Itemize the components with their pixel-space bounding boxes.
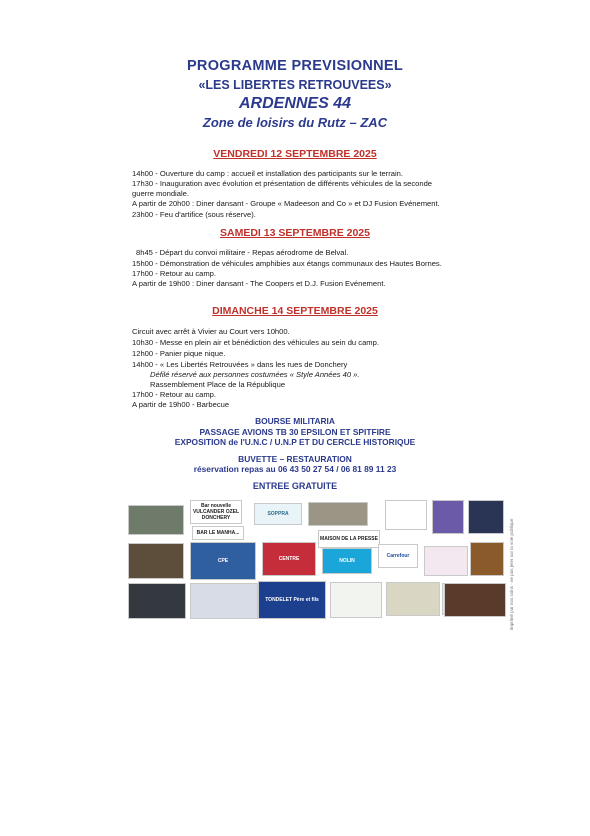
sponsor-logo xyxy=(128,505,184,535)
event-line: Circuit avec arrêt à Vivier au Court vers 10h00. xyxy=(132,327,290,336)
info-planes: PASSAGE AVIONS TB 30 EPSILON ET SPITFIRE xyxy=(199,427,391,437)
event-line: 12h00 - Panier pique nique. xyxy=(132,349,226,358)
sponsor-logo xyxy=(432,500,464,534)
sponsor-logo xyxy=(385,500,427,530)
info-exhibition: EXPOSITION de l'U.N.C / U.N.P ET DU CERCLE HISTORIQUE xyxy=(174,437,416,447)
sponsor-logo xyxy=(308,502,368,526)
sponsor-logo: CPE xyxy=(190,542,256,580)
event-line: A partir de 19h00 : Diner dansant - The Coopers et D.J. Fusion Evénement. xyxy=(132,279,386,288)
event-line: 17h00 - Retour au camp. xyxy=(132,269,217,278)
sponsor-logo xyxy=(470,542,504,576)
sponsor-logo xyxy=(330,582,382,618)
side-note: imprimé par nos soins - ne pas jeter sur la voie publique xyxy=(509,518,514,630)
event-line: 8h45 - Départ du convoi militaire - Repas aérodrome de Belval. xyxy=(136,248,349,257)
sponsor-logo: TONDELET Père et fils xyxy=(258,581,326,619)
free-entry: ENTREE GRATUITE xyxy=(252,481,338,491)
event-line: 14h00 - Ouverture du camp : accueil et installation des participants sur le terrain. xyxy=(132,169,403,178)
day-heading-friday: VENDREDI 12 SEPTEMBRE 2025 xyxy=(213,148,377,160)
event-line: guerre mondiale. xyxy=(132,189,189,198)
sponsor-logo xyxy=(128,583,186,619)
sponsor-logo xyxy=(424,546,468,576)
event-line: 14h00 - « Les Libertés Retrouvées » dans les rues de Donchery xyxy=(132,360,348,369)
sponsor-logo xyxy=(128,543,184,579)
event-line: 15h00 - Démonstration de véhicules amphibies aux étangs communaux des Hautes Bornes. xyxy=(132,259,442,268)
event-line: A partir de 20h00 : Diner dansant - Groupe « Madeeson and Co » et DJ Fusion Evénement. xyxy=(132,199,440,208)
event-line: Rassemblement Place de la République xyxy=(150,380,286,389)
sponsor-logo xyxy=(190,583,258,619)
event-subtitle: «LES LIBERTES RETROUVEES» xyxy=(198,78,392,92)
day-heading-saturday: SAMEDI 13 SEPTEMBRE 2025 xyxy=(220,227,370,239)
program-title: PROGRAMME PREVISIONNEL xyxy=(186,58,404,74)
event-name: ARDENNES 44 xyxy=(238,95,352,112)
info-bar: BUVETTE – RESTAURATION xyxy=(238,454,352,464)
sponsor-logo: CENTRE xyxy=(262,542,316,576)
info-militaria: BOURSE MILITARIA xyxy=(255,416,335,426)
event-line: Défilé réservé aux personnes costumées « Style Années 40 ». xyxy=(150,370,360,379)
sponsor-logo: SOPPRA xyxy=(254,503,302,525)
day-heading-sunday: DIMANCHE 14 SEPTEMBRE 2025 xyxy=(212,305,378,317)
sponsor-logo: NOLIN xyxy=(322,548,372,574)
sponsor-logo: Carrefour xyxy=(378,544,418,568)
event-line: A partir de 19h00 - Barbecue xyxy=(132,400,230,409)
sponsor-logo xyxy=(386,582,440,616)
event-line: 23h00 - Feu d'artifice (sous réserve). xyxy=(132,210,256,219)
info-reservation: réservation repas au 06 43 50 27 54 / 06 81 89 11 23 xyxy=(193,464,397,474)
sponsor-logo: MAISON DE LA PRESSE xyxy=(318,530,380,548)
event-line: 17h30 - Inauguration avec évolution et présentation de différents véhicules de la seconde xyxy=(132,179,433,188)
event-line: 10h30 - Messe en plein air et bénédiction des véhicules au sein du camp. xyxy=(132,338,379,347)
event-location: Zone de loisirs du Rutz – ZAC xyxy=(202,115,388,130)
event-line: 17h00 - Retour au camp. xyxy=(132,390,217,399)
sponsor-logo: Bar nouvelle VULCANDER OZEL DONCHERY xyxy=(190,500,242,524)
sponsor-logo: BAR LE MANHA... xyxy=(192,526,244,540)
sponsor-logo xyxy=(468,500,504,534)
sponsor-logo xyxy=(444,583,506,617)
